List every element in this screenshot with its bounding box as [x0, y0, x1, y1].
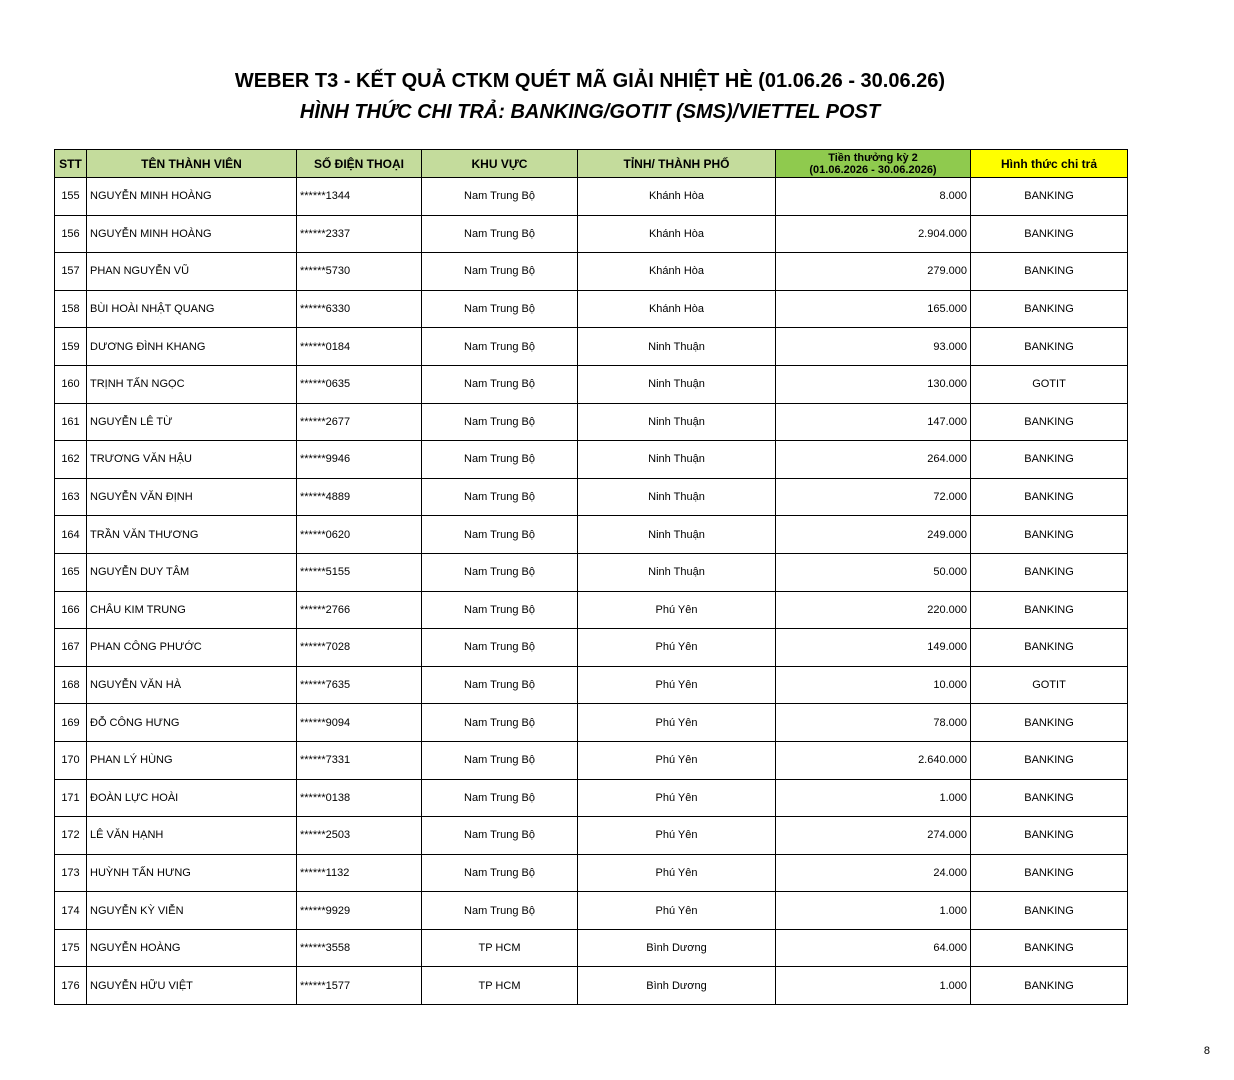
- cell-payment-method: BANKING: [971, 817, 1128, 855]
- cell-reward-amount: 147.000: [776, 403, 971, 441]
- cell-stt: 157: [55, 253, 87, 291]
- table-row: [55, 441, 1128, 479]
- cell-payment-method: BANKING: [971, 215, 1128, 253]
- table-row: [55, 290, 1128, 328]
- cell-phone: ******9929: [297, 892, 422, 930]
- table-row: [55, 553, 1128, 591]
- cell-phone: ******7635: [297, 666, 422, 704]
- table-row: [55, 215, 1128, 253]
- cell-region: Nam Trung Bộ: [422, 290, 578, 328]
- cell-member-name: NGUYỄN HỮU VIỆT: [87, 967, 297, 1005]
- cell-region: Nam Trung Bộ: [422, 253, 578, 291]
- cell-stt: 172: [55, 817, 87, 855]
- table-row: [55, 403, 1128, 441]
- cell-payment-method: BANKING: [971, 403, 1128, 441]
- cell-stt: 174: [55, 892, 87, 930]
- table-row: [55, 253, 1128, 291]
- cell-region: Nam Trung Bộ: [422, 854, 578, 892]
- cell-phone: ******0184: [297, 328, 422, 366]
- cell-reward-amount: 1.000: [776, 779, 971, 817]
- cell-region: Nam Trung Bộ: [422, 516, 578, 554]
- cell-region: Nam Trung Bộ: [422, 441, 578, 479]
- cell-stt: 158: [55, 290, 87, 328]
- cell-reward-amount: 8.000: [776, 178, 971, 216]
- cell-member-name: NGUYỄN VĂN HÀ: [87, 666, 297, 704]
- cell-member-name: NGUYỄN DUY TÂM: [87, 553, 297, 591]
- cell-phone: ******9946: [297, 441, 422, 479]
- table-row: [55, 516, 1128, 554]
- cell-city: Ninh Thuận: [578, 478, 776, 516]
- cell-city: Phú Yên: [578, 741, 776, 779]
- cell-region: Nam Trung Bộ: [422, 892, 578, 930]
- cell-member-name: NGUYỄN HOÀNG: [87, 929, 297, 967]
- cell-member-name: ĐỖ CÔNG HƯNG: [87, 704, 297, 742]
- table-row: [55, 365, 1128, 403]
- cell-phone: ******7331: [297, 741, 422, 779]
- header-reward: [776, 150, 971, 178]
- cell-reward-amount: 165.000: [776, 290, 971, 328]
- cell-reward-amount: 10.000: [776, 666, 971, 704]
- table-row: [55, 629, 1128, 667]
- table-row: [55, 817, 1128, 855]
- cell-stt: 166: [55, 591, 87, 629]
- cell-phone: ******5730: [297, 253, 422, 291]
- header-phone: SỐ ĐIỆN THOẠI: [297, 150, 422, 178]
- cell-member-name: NGUYỄN MINH HOÀNG: [87, 178, 297, 216]
- cell-city: Bình Dương: [578, 967, 776, 1005]
- cell-stt: 173: [55, 854, 87, 892]
- cell-region: Nam Trung Bộ: [422, 478, 578, 516]
- cell-payment-method: BANKING: [971, 553, 1128, 591]
- table-row: [55, 929, 1128, 967]
- cell-payment-method: BANKING: [971, 253, 1128, 291]
- cell-reward-amount: 264.000: [776, 441, 971, 479]
- cell-payment-method: BANKING: [971, 441, 1128, 479]
- table-row: [55, 741, 1128, 779]
- cell-stt: 156: [55, 215, 87, 253]
- cell-city: Khánh Hòa: [578, 253, 776, 291]
- cell-member-name: PHAN CÔNG PHƯỚC: [87, 629, 297, 667]
- cell-region: Nam Trung Bộ: [422, 779, 578, 817]
- table-row: [55, 967, 1128, 1005]
- cell-reward-amount: 24.000: [776, 854, 971, 892]
- cell-member-name: NGUYỄN VĂN ĐỊNH: [87, 478, 297, 516]
- cell-stt: 161: [55, 403, 87, 441]
- cell-city: Ninh Thuận: [578, 328, 776, 366]
- cell-region: Nam Trung Bộ: [422, 553, 578, 591]
- cell-member-name: TRẦN VĂN THƯƠNG: [87, 516, 297, 554]
- cell-payment-method: BANKING: [971, 892, 1128, 930]
- cell-reward-amount: 93.000: [776, 328, 971, 366]
- table-row: [55, 591, 1128, 629]
- cell-phone: ******1577: [297, 967, 422, 1005]
- cell-city: Khánh Hòa: [578, 290, 776, 328]
- cell-reward-amount: 2.904.000: [776, 215, 971, 253]
- cell-member-name: LÊ VĂN HẠNH: [87, 817, 297, 855]
- cell-city: Phú Yên: [578, 629, 776, 667]
- document-title: WEBER T3 - KẾT QUẢ CTKM QUÉT MÃ GIẢI NHIỆT HÈ (01.06.26 - 30.06.26): [234, 70, 946, 92]
- cell-payment-method: BANKING: [971, 478, 1128, 516]
- header-reward-period: (01.06.2026 - 30.06.2026): [809, 163, 937, 176]
- cell-reward-amount: 220.000: [776, 591, 971, 629]
- cell-payment-method: BANKING: [971, 854, 1128, 892]
- cell-member-name: NGUYỄN LÊ TỪ: [87, 403, 297, 441]
- cell-reward-amount: 130.000: [776, 365, 971, 403]
- cell-region: Nam Trung Bộ: [422, 591, 578, 629]
- cell-reward-amount: 1.000: [776, 892, 971, 930]
- cell-payment-method: GOTIT: [971, 666, 1128, 704]
- cell-city: Phú Yên: [578, 817, 776, 855]
- cell-reward-amount: 274.000: [776, 817, 971, 855]
- cell-member-name: DƯƠNG ĐÌNH KHANG: [87, 328, 297, 366]
- cell-phone: ******2337: [297, 215, 422, 253]
- cell-phone: ******0635: [297, 365, 422, 403]
- cell-stt: 168: [55, 666, 87, 704]
- cell-stt: 170: [55, 741, 87, 779]
- cell-reward-amount: 64.000: [776, 929, 971, 967]
- cell-region: Nam Trung Bộ: [422, 215, 578, 253]
- cell-region: Nam Trung Bộ: [422, 704, 578, 742]
- cell-payment-method: BANKING: [971, 328, 1128, 366]
- cell-region: Nam Trung Bộ: [422, 741, 578, 779]
- cell-payment-method: BANKING: [971, 704, 1128, 742]
- cell-phone: ******0620: [297, 516, 422, 554]
- cell-city: Phú Yên: [578, 779, 776, 817]
- table-row: [55, 666, 1128, 704]
- cell-payment-method: BANKING: [971, 516, 1128, 554]
- cell-member-name: HUỲNH TẤN HƯNG: [87, 854, 297, 892]
- cell-city: Ninh Thuận: [578, 365, 776, 403]
- cell-member-name: ĐOÀN LỰC HOÀI: [87, 779, 297, 817]
- cell-member-name: NGUYỄN MINH HOÀNG: [87, 215, 297, 253]
- cell-region: Nam Trung Bộ: [422, 178, 578, 216]
- cell-phone: ******3558: [297, 929, 422, 967]
- cell-city: Phú Yên: [578, 666, 776, 704]
- header-region: KHU VỰC: [422, 150, 578, 178]
- cell-region: Nam Trung Bộ: [422, 666, 578, 704]
- cell-phone: ******4889: [297, 478, 422, 516]
- cell-member-name: TRỊNH TẤN NGỌC: [87, 365, 297, 403]
- cell-reward-amount: 249.000: [776, 516, 971, 554]
- cell-stt: 163: [55, 478, 87, 516]
- cell-reward-amount: 72.000: [776, 478, 971, 516]
- cell-payment-method: BANKING: [971, 629, 1128, 667]
- cell-payment-method: BANKING: [971, 591, 1128, 629]
- cell-stt: 159: [55, 328, 87, 366]
- cell-region: Nam Trung Bộ: [422, 328, 578, 366]
- cell-city: Khánh Hòa: [578, 215, 776, 253]
- table-row: [55, 478, 1128, 516]
- cell-phone: ******0138: [297, 779, 422, 817]
- header-reward-title: Tiền thưởng kỳ 2: [828, 151, 918, 164]
- cell-city: Phú Yên: [578, 892, 776, 930]
- cell-reward-amount: 149.000: [776, 629, 971, 667]
- header-city: TỈNH/ THÀNH PHỐ: [578, 150, 776, 178]
- page-number: 8: [1203, 1045, 1210, 1057]
- cell-phone: ******2503: [297, 817, 422, 855]
- table-row: [55, 704, 1128, 742]
- cell-city: Phú Yên: [578, 704, 776, 742]
- cell-city: Ninh Thuận: [578, 553, 776, 591]
- cell-stt: 169: [55, 704, 87, 742]
- cell-reward-amount: 50.000: [776, 553, 971, 591]
- cell-stt: 175: [55, 929, 87, 967]
- table-row: [55, 854, 1128, 892]
- cell-phone: ******7028: [297, 629, 422, 667]
- cell-region: Nam Trung Bộ: [422, 403, 578, 441]
- cell-member-name: NGUYỄN KỲ VIỄN: [87, 892, 297, 930]
- cell-stt: 162: [55, 441, 87, 479]
- cell-city: Phú Yên: [578, 854, 776, 892]
- cell-phone: ******5155: [297, 553, 422, 591]
- cell-phone: ******1132: [297, 854, 422, 892]
- cell-phone: ******6330: [297, 290, 422, 328]
- cell-phone: ******1344: [297, 178, 422, 216]
- header-payment-method: Hình thức chi trả: [971, 150, 1128, 178]
- cell-payment-method: GOTIT: [971, 365, 1128, 403]
- cell-city: Ninh Thuận: [578, 403, 776, 441]
- cell-phone: ******2766: [297, 591, 422, 629]
- header-stt: STT: [55, 150, 87, 178]
- cell-region: Nam Trung Bộ: [422, 817, 578, 855]
- cell-stt: 171: [55, 779, 87, 817]
- table-row: [55, 892, 1128, 930]
- cell-payment-method: BANKING: [971, 967, 1128, 1005]
- cell-phone: ******9094: [297, 704, 422, 742]
- cell-stt: 167: [55, 629, 87, 667]
- cell-region: Nam Trung Bộ: [422, 365, 578, 403]
- cell-payment-method: BANKING: [971, 779, 1128, 817]
- cell-region: TP HCM: [422, 929, 578, 967]
- cell-region: Nam Trung Bộ: [422, 629, 578, 667]
- cell-stt: 176: [55, 967, 87, 1005]
- header-member-name: TÊN THÀNH VIÊN: [87, 150, 297, 178]
- cell-member-name: PHAN NGUYỄN VŨ: [87, 253, 297, 291]
- cell-city: Ninh Thuận: [578, 516, 776, 554]
- cell-member-name: TRƯƠNG VĂN HẬU: [87, 441, 297, 479]
- cell-stt: 155: [55, 178, 87, 216]
- cell-payment-method: BANKING: [971, 290, 1128, 328]
- table-row: [55, 178, 1128, 216]
- cell-stt: 164: [55, 516, 87, 554]
- cell-reward-amount: 78.000: [776, 704, 971, 742]
- cell-city: Khánh Hòa: [578, 178, 776, 216]
- cell-member-name: CHÂU KIM TRUNG: [87, 591, 297, 629]
- cell-reward-amount: 279.000: [776, 253, 971, 291]
- cell-region: TP HCM: [422, 967, 578, 1005]
- cell-stt: 160: [55, 365, 87, 403]
- cell-reward-amount: 2.640.000: [776, 741, 971, 779]
- cell-member-name: PHAN LÝ HÙNG: [87, 741, 297, 779]
- cell-member-name: BÙI HOÀI NHẬT QUANG: [87, 290, 297, 328]
- table-header-row: [55, 150, 1128, 178]
- cell-payment-method: BANKING: [971, 929, 1128, 967]
- table-row: [55, 779, 1128, 817]
- cell-stt: 165: [55, 553, 87, 591]
- cell-phone: ******2677: [297, 403, 422, 441]
- results-table: [54, 149, 1128, 1005]
- cell-city: Bình Dương: [578, 929, 776, 967]
- cell-payment-method: BANKING: [971, 741, 1128, 779]
- document-subtitle: HÌNH THỨC CHI TRẢ: BANKING/GOTIT (SMS)/VIETTEL POST: [299, 101, 881, 123]
- table-row: [55, 328, 1128, 366]
- table-body: [55, 178, 1128, 1005]
- cell-payment-method: BANKING: [971, 178, 1128, 216]
- cell-city: Ninh Thuận: [578, 441, 776, 479]
- cell-reward-amount: 1.000: [776, 967, 971, 1005]
- cell-city: Phú Yên: [578, 591, 776, 629]
